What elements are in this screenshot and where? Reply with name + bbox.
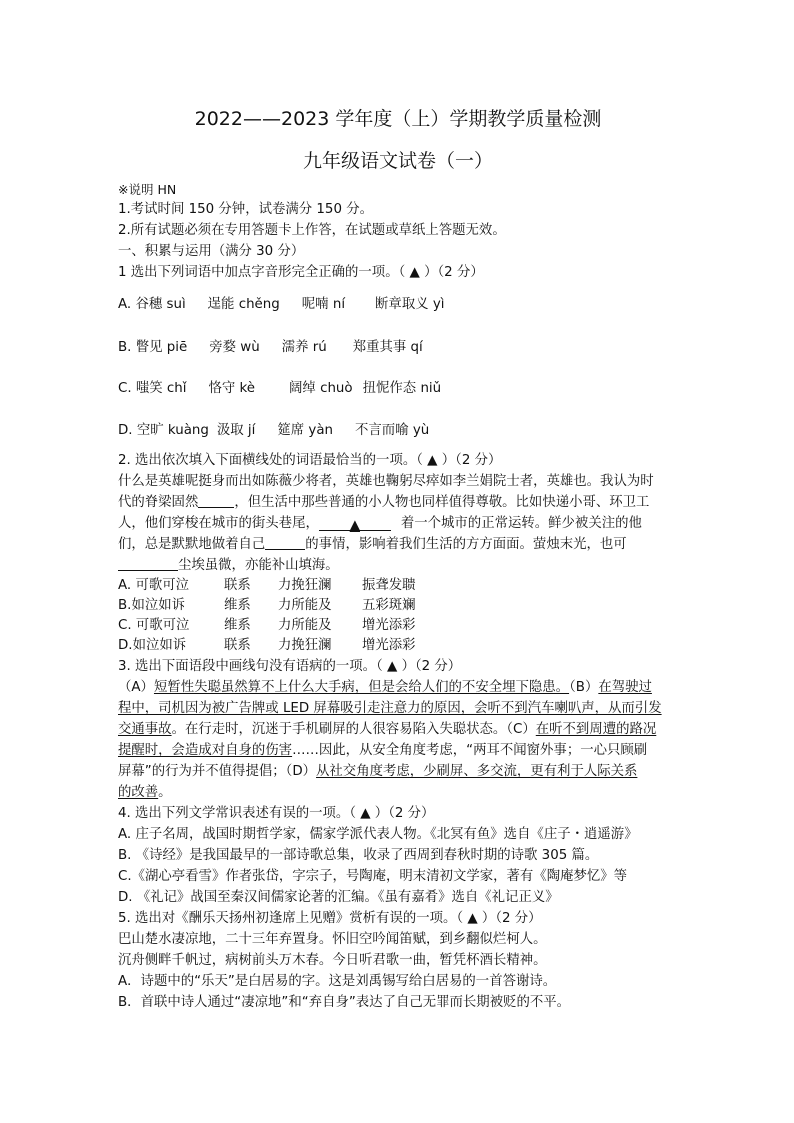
exam-subtitle: 九年级语文试卷（一） bbox=[302, 150, 493, 172]
q1-option-c bbox=[118, 379, 441, 398]
q1-a-w3: 呢喃 ní bbox=[301, 297, 346, 312]
exam-title: 2022——2023 学年度（上）学期教学质量检测 bbox=[194, 108, 602, 130]
q3-sentence-b: 程中，司机因为被广告牌或 LED 屏幕吸引走注意力的原因，会听不到汽车喇叭声，从而引发 bbox=[118, 701, 662, 716]
q1-a-w4: 断章取义 yì bbox=[375, 297, 445, 312]
q1-b-w1: B. 瞥见 piē bbox=[118, 340, 188, 355]
q1-stem: 1 选出下列词语中加点字音形完全正确的一项。（ ▲ ）（2 分） bbox=[118, 265, 484, 280]
q2-blank-2: ▲ bbox=[319, 516, 391, 531]
q3-passage-line6 bbox=[118, 783, 172, 802]
q1-option-a bbox=[118, 295, 445, 314]
q4-option-a: A. 庄子名周，战国时期哲学家，儒家学派代表人物。《北冥有鱼》选自《庄子・逍遥游》 bbox=[118, 827, 638, 842]
q3-sentence-d: 从社交角度考虑，少刷屏、多交流，更有利于人际关系 bbox=[316, 764, 638, 779]
q2-text: 的事情，影响着我们生活的方方面面。萤烛末光，也可 bbox=[305, 537, 627, 552]
q2-c-w1: C. 可歌可泣 bbox=[118, 618, 190, 633]
q3-text: ……因此，从安全角度考虑，“两耳不闻窗外事；一心只顾刷 bbox=[292, 743, 648, 758]
note-item-1: 1.考试时间 150 分钟，试卷满分 150 分。 bbox=[118, 202, 373, 217]
q1-option-b bbox=[118, 338, 423, 357]
q1-d-w1: D. 空旷 kuàng bbox=[118, 423, 209, 438]
q1-c-w2: 恪守 kè bbox=[208, 381, 256, 396]
q4-option-b: B. 《诗经》是我国最早的一部诗歌总集，收录了西周到春秋时期的诗歌 305 篇。 bbox=[118, 848, 599, 863]
q3-sentence-a: 短暂性失聪虽然算不上什么大手病，但是会给人们的不安全埋下隐患。 bbox=[153, 680, 570, 695]
q2-text: 们，总是默默地做着自己 bbox=[118, 537, 266, 552]
q3-sentence-c: 在听不到周遭的路况 bbox=[535, 722, 657, 737]
q2-passage-line4 bbox=[118, 535, 627, 554]
q2-a-w2: 联系 bbox=[224, 578, 251, 593]
q2-text: 代的脊梁固然 bbox=[118, 495, 199, 510]
q5-option-a: A．诗题中的“乐天”是白居易的字。这是刘禹锡写给白居易的一首答谢诗。 bbox=[118, 974, 557, 989]
q5-option-b: B．首联中诗人通过“凄凉地”和“弃自身”表达了自己无罪而长期被贬的不平。 bbox=[118, 995, 571, 1010]
q3-label-a: （A） bbox=[118, 680, 154, 695]
q1-a-w2: 逞能 chěng bbox=[207, 297, 280, 312]
q2-passage-line5 bbox=[118, 556, 339, 575]
q1-d-w2: 汲取 jí bbox=[216, 423, 256, 438]
note-item-2: 2.所有试题必须在专用答题卡上作答，在试题或草纸上答题无效。 bbox=[118, 223, 506, 238]
q2-stem: 2. 选出依次填入下面横线处的词语最恰当的一项。（ ▲ ）（2 分） bbox=[118, 453, 502, 468]
q1-b-w3: 濡养 rú bbox=[281, 340, 327, 355]
q2-text: 尘埃虽微，亦能补山填海。 bbox=[178, 558, 339, 573]
q3-text: 屏幕”的行为并不值得提倡；（D） bbox=[118, 764, 317, 779]
q1-c-w1: C. 嗤笑 chǐ bbox=[118, 381, 187, 396]
q3-passage-line5 bbox=[118, 762, 637, 781]
q2-option-b bbox=[118, 596, 416, 615]
q3-passage-line1 bbox=[118, 678, 652, 697]
q3-text: 。在行走时，沉迷于手机刷屏的人很容易陷入失聪状态。（C） bbox=[171, 722, 536, 737]
q2-option-c bbox=[118, 616, 416, 635]
q2-a-w4: 振聋发聩 bbox=[362, 578, 416, 593]
q2-a-w3: 力挽狂澜 bbox=[278, 578, 332, 593]
q2-passage-line1: 什么是英雄呢挺身而出如陈薇少将者，英雄也鞠躬尽瘁如李兰娟院士者，英雄也。我认为时 bbox=[118, 474, 654, 489]
q5-poem-line1: 巴山楚水凄凉地，二十三年弃置身。怀旧空吟闻笛赋，到乡翻似烂柯人。 bbox=[118, 932, 547, 947]
q1-c-w4: 扭怩作态 niǔ bbox=[362, 381, 442, 396]
q2-passage-line2 bbox=[118, 493, 649, 512]
q4-option-d: D. 《礼记》战国至秦汉间儒家论著的汇编。《虽有嘉肴》选自《礼记正义》 bbox=[118, 890, 559, 905]
q2-blank-3 bbox=[265, 535, 305, 550]
q3-sentence-b: 交通事故 bbox=[118, 722, 172, 737]
q3-passage-line3 bbox=[118, 720, 656, 739]
q2-text: 着一个城市的正常运转。鲜少被关注的他 bbox=[400, 516, 642, 531]
q2-text: 人，他们穿梭在城市的街头巷尾， bbox=[118, 516, 319, 531]
q2-c-w4: 增光添彩 bbox=[362, 618, 416, 633]
q3-stem: 3. 选出下面语段中画线句没有语病的一项。（ ▲ ）（2 分） bbox=[118, 659, 462, 674]
q2-b-w2: 维系 bbox=[224, 598, 251, 613]
q1-b-w2: 旁婺 wù bbox=[209, 340, 260, 355]
q2-blank-1 bbox=[198, 493, 234, 508]
q1-d-w4: 不言而喻 yù bbox=[355, 423, 430, 438]
q2-option-d bbox=[118, 636, 416, 655]
q3-text: 。 bbox=[158, 785, 172, 800]
q2-c-w3: 力所能及 bbox=[278, 618, 332, 633]
q5-poem-line2: 沉舟侧畔千帆过，病树前头万木春。今日听君歌一曲，暂凭杯酒长精神。 bbox=[118, 953, 547, 968]
q2-option-a bbox=[118, 576, 416, 595]
q3-sentence-c: 提醒时，会造成对自身的伤害 bbox=[118, 743, 293, 758]
q2-blank-4 bbox=[118, 556, 178, 571]
q2-b-w1: B.如泣如诉 bbox=[118, 598, 186, 613]
q5-stem: 5. 选出对《酬乐天扬州初逢席上见赠》赏析有误的一项。（ ▲ ）（2 分） bbox=[118, 911, 542, 926]
q2-d-w2: 联系 bbox=[224, 638, 251, 653]
q3-passage-line2 bbox=[118, 699, 662, 718]
q1-d-w3: 筵席 yàn bbox=[277, 423, 334, 438]
q1-a-w1: A. 谷穗 suì bbox=[118, 297, 186, 312]
q3-sentence-b: 在驾驶过 bbox=[598, 680, 652, 695]
q2-d-w3: 力挽狂澜 bbox=[278, 638, 332, 653]
q2-text: ，但生活中那些普通的小人物也同样值得尊敬。比如快递小哥、环卫工 bbox=[234, 495, 650, 510]
q1-b-w4: 郑重其事 qí bbox=[352, 340, 423, 355]
q2-c-w2: 维系 bbox=[224, 618, 251, 633]
q2-b-w4: 五彩斑斓 bbox=[362, 598, 416, 613]
notes-label: ※说明 HN bbox=[118, 182, 177, 197]
q2-b-w3: 力所能及 bbox=[278, 598, 332, 613]
q3-sentence-d: 的改善 bbox=[118, 785, 159, 800]
q3-passage-line4 bbox=[118, 741, 647, 760]
q2-passage-line3 bbox=[118, 514, 642, 533]
q4-stem: 4. 选出下列文学常识表述有误的一项。（ ▲ ）（2 分） bbox=[118, 806, 435, 821]
q2-d-w4: 增光添彩 bbox=[362, 638, 416, 653]
q4-option-c: C.《湖心亭看雪》作者张岱，字宗子，号陶庵，明末清初文学家，著有《陶庵梦忆》等 bbox=[118, 869, 628, 884]
q1-option-d bbox=[118, 421, 429, 440]
q1-c-w3: 阔绰 chuò bbox=[289, 381, 353, 396]
q2-a-w1: A. 可歌可泣 bbox=[118, 578, 189, 593]
q2-d-w1: D.如泣如诉 bbox=[118, 638, 187, 653]
q3-label-b: （B） bbox=[569, 680, 599, 695]
section-heading: 一、积累与运用（满分 30 分） bbox=[118, 244, 305, 259]
